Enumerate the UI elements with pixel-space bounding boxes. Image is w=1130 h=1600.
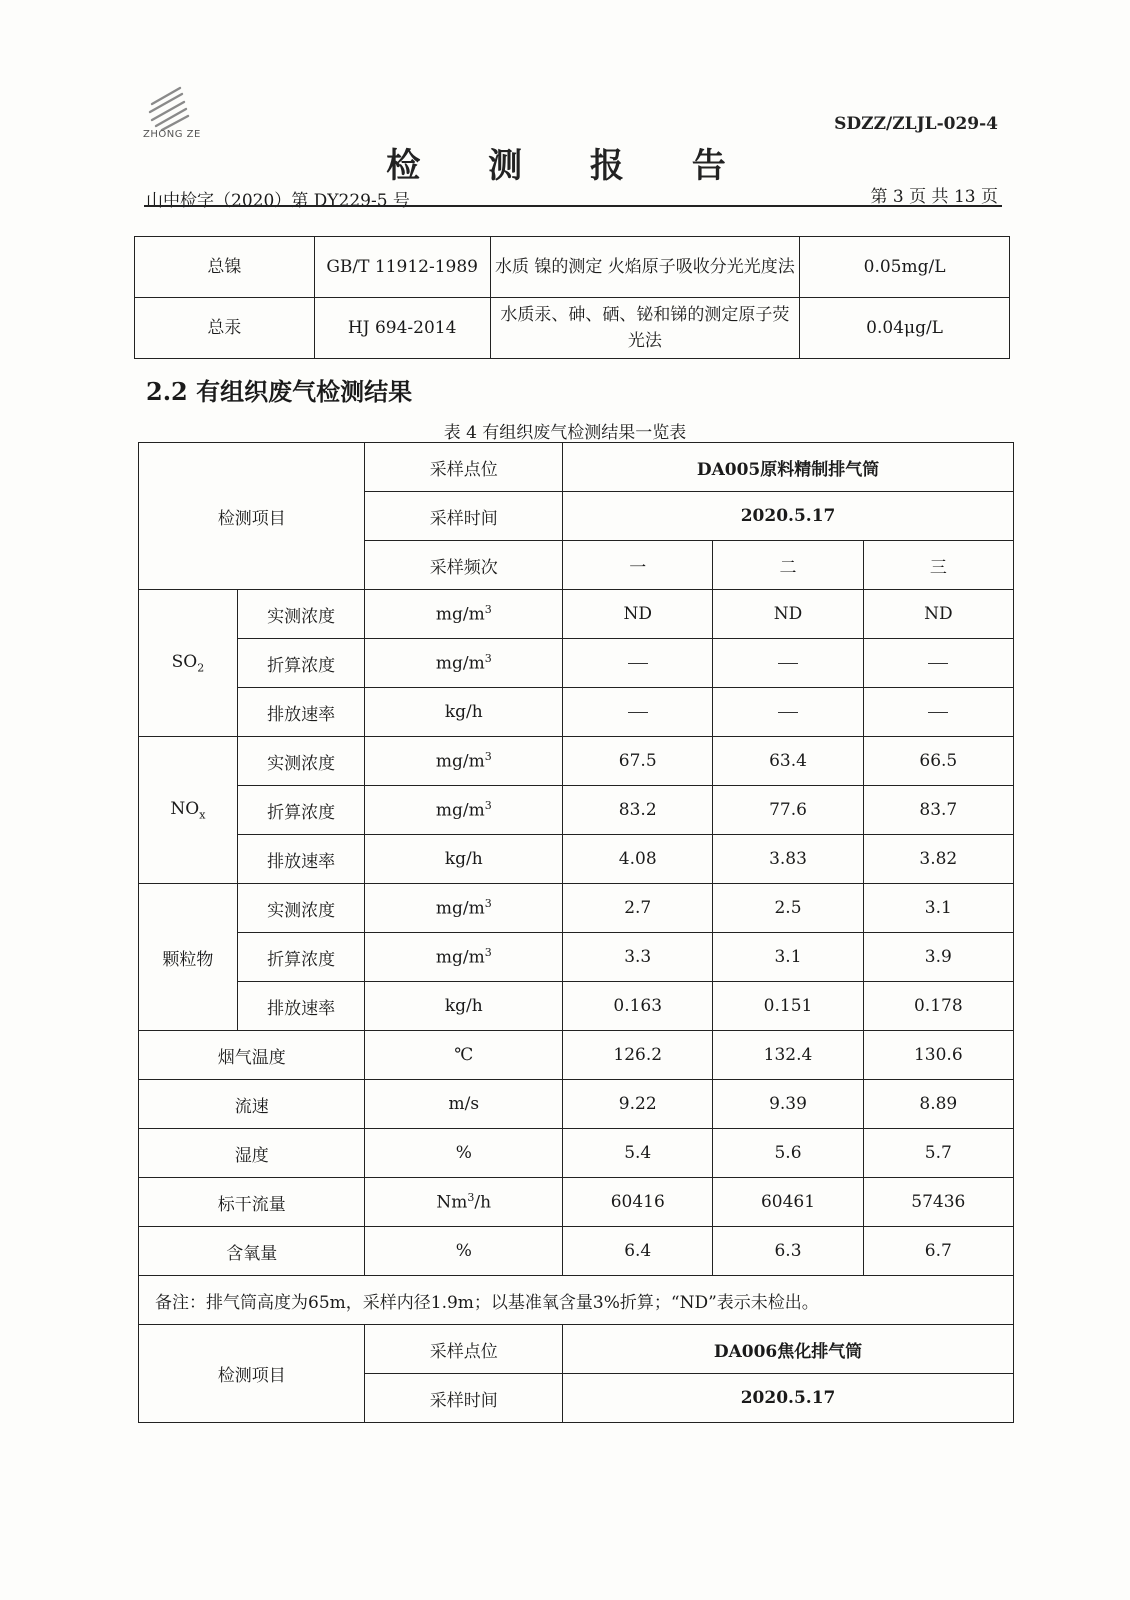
unit-cell: kg/h [365, 982, 563, 1031]
time-label: 采样时间 [365, 1374, 563, 1423]
table-row [139, 1080, 1014, 1129]
item-header: 检测项目 [139, 443, 365, 590]
param-cell: 标干流量 [139, 1178, 365, 1227]
dash-mark [778, 712, 798, 713]
value-cell: 0.178 [863, 982, 1013, 1031]
value-cell: ND [863, 590, 1013, 639]
section-title: 2.2 有组织废气检测结果 [146, 377, 413, 406]
value-cell: 6.4 [563, 1227, 713, 1276]
standard-cell: GB/T 11912-1989 [314, 237, 490, 298]
param-cell: 烟气温度 [139, 1031, 365, 1080]
freq-cell: 二 [713, 541, 863, 590]
table-row [139, 443, 1014, 492]
value-cell [713, 688, 863, 737]
param-cell: 实测浓度 [237, 884, 365, 933]
table-row [139, 688, 1014, 737]
param-cell: 湿度 [139, 1129, 365, 1178]
table-row [139, 835, 1014, 884]
page-number: 第 3 页 共 13 页 [870, 187, 998, 207]
value-cell: 5.4 [563, 1129, 713, 1178]
value-cell: 63.4 [713, 737, 863, 786]
unit-cell: $mg/m^3$ [365, 884, 563, 933]
value-cell: 6.3 [713, 1227, 863, 1276]
freq-cell: 三 [863, 541, 1013, 590]
table-row [139, 639, 1014, 688]
unit-cell: kg/h [365, 688, 563, 737]
dash-mark [628, 663, 648, 664]
item-cell: 总镍 [135, 237, 315, 298]
param-cell: 实测浓度 [237, 737, 365, 786]
pollutant-name: $NO_x$ [139, 737, 238, 884]
value-cell: 126.2 [563, 1031, 713, 1080]
note-cell: 备注：排气筒高度为65m，采样内径1.9m；以基准氧含量3%折算；“ND”表示未检出。 [139, 1276, 1014, 1325]
limit-cell: 0.04μg/L [800, 298, 1010, 359]
value-cell: 4.08 [563, 835, 713, 884]
item-cell: 总汞 [135, 298, 315, 359]
param-cell: 排放速率 [237, 835, 365, 884]
param-cell: 实测浓度 [237, 590, 365, 639]
value-cell: 3.83 [713, 835, 863, 884]
point-value: DA005原料精制排气筒 [563, 443, 1014, 492]
unit-cell: % [365, 1227, 563, 1276]
point-label: 采样点位 [365, 1325, 563, 1374]
value-cell: 66.5 [863, 737, 1013, 786]
table-row [135, 298, 1010, 359]
param-cell: 含氧量 [139, 1227, 365, 1276]
value-cell: 60416 [563, 1178, 713, 1227]
time-label: 采样时间 [365, 492, 563, 541]
table-row [139, 590, 1014, 639]
pollutant-name: 颗粒物 [139, 884, 238, 1031]
value-cell [863, 688, 1013, 737]
table-row [139, 1227, 1014, 1276]
table-row [139, 1031, 1014, 1080]
value-cell: 77.6 [713, 786, 863, 835]
value-cell: 83.2 [563, 786, 713, 835]
unit-cell: $mg/m^3$ [365, 737, 563, 786]
table-row [139, 933, 1014, 982]
dash-mark [778, 663, 798, 664]
table-row [139, 1129, 1014, 1178]
table-row [139, 786, 1014, 835]
value-cell: 3.1 [713, 933, 863, 982]
unit-cell: $mg/m^3$ [365, 786, 563, 835]
table-caption: 表 4 有组织废气检测结果一览表 [443, 423, 687, 443]
value-cell [563, 639, 713, 688]
value-cell: 2.5 [713, 884, 863, 933]
value-cell: 2.7 [563, 884, 713, 933]
value-cell: 6.7 [863, 1227, 1013, 1276]
method-table [134, 236, 1010, 359]
value-cell: 0.163 [563, 982, 713, 1031]
unit-cell: ℃ [365, 1031, 563, 1080]
table-row [135, 237, 1010, 298]
param-cell: 折算浓度 [237, 639, 365, 688]
pollutant-name: $SO_2$ [139, 590, 238, 737]
report-reference-number: 山中检字（2020）第 DY229-5 号 [146, 191, 410, 211]
value-cell [863, 639, 1013, 688]
dash-mark [928, 712, 948, 713]
value-cell: 57436 [863, 1178, 1013, 1227]
value-cell [563, 688, 713, 737]
value-cell [713, 639, 863, 688]
table-row [139, 982, 1014, 1031]
param-cell: 折算浓度 [237, 933, 365, 982]
value-cell: 9.39 [713, 1080, 863, 1129]
unit-cell: Nm$^3$/h [365, 1178, 563, 1227]
item-header: 检测项目 [139, 1325, 365, 1423]
param-cell: 排放速率 [237, 982, 365, 1031]
limit-cell: 0.05mg/L [800, 237, 1010, 298]
param-cell: 折算浓度 [237, 786, 365, 835]
value-cell: 3.9 [863, 933, 1013, 982]
value-cell: 5.7 [863, 1129, 1013, 1178]
value-cell: 3.1 [863, 884, 1013, 933]
freq-label: 采样频次 [365, 541, 563, 590]
table-row [139, 1178, 1014, 1227]
value-cell: 60461 [713, 1178, 863, 1227]
value-cell: 83.7 [863, 786, 1013, 835]
value-cell: ND [563, 590, 713, 639]
method-cell: 水质汞、砷、硒、铋和锑的测定原子荧光法 [490, 298, 800, 359]
value-cell: 3.82 [863, 835, 1013, 884]
value-cell: 132.4 [713, 1031, 863, 1080]
dash-mark [628, 712, 648, 713]
table-row [139, 884, 1014, 933]
document-code: SDZZ/ZLJL-029-4 [834, 114, 998, 134]
time-value: 2020.5.17 [563, 1374, 1014, 1423]
value-cell: 5.6 [713, 1129, 863, 1178]
freq-cell: 一 [563, 541, 713, 590]
header-divider [144, 205, 1002, 207]
table-row [139, 737, 1014, 786]
unit-cell: kg/h [365, 835, 563, 884]
table-row [139, 1325, 1014, 1374]
value-cell: 0.151 [713, 982, 863, 1031]
unit-cell: $mg/m^3$ [365, 639, 563, 688]
param-cell: 排放速率 [237, 688, 365, 737]
value-cell: ND [713, 590, 863, 639]
unit-cell: $mg/m^3$ [365, 933, 563, 982]
table-row [139, 1276, 1014, 1325]
unit-cell: % [365, 1129, 563, 1178]
exhaust-gas-results-table [138, 442, 1014, 1423]
point-label: 采样点位 [365, 443, 563, 492]
param-cell: 流速 [139, 1080, 365, 1129]
value-cell: 130.6 [863, 1031, 1013, 1080]
report-title: 检 测 报 告 [386, 146, 754, 186]
value-cell: 3.3 [563, 933, 713, 982]
logo-text: ZHONG ZE [143, 129, 201, 140]
method-cell: 水质 镍的测定 火焰原子吸收分光光度法 [490, 237, 800, 298]
time-value: 2020.5.17 [563, 492, 1014, 541]
unit-cell: $mg/m^3$ [365, 590, 563, 639]
value-cell: 8.89 [863, 1080, 1013, 1129]
value-cell: 67.5 [563, 737, 713, 786]
standard-cell: HJ 694-2014 [314, 298, 490, 359]
point-value: DA006焦化排气筒 [563, 1325, 1014, 1374]
value-cell: 9.22 [563, 1080, 713, 1129]
dash-mark [928, 663, 948, 664]
unit-cell: m/s [365, 1080, 563, 1129]
